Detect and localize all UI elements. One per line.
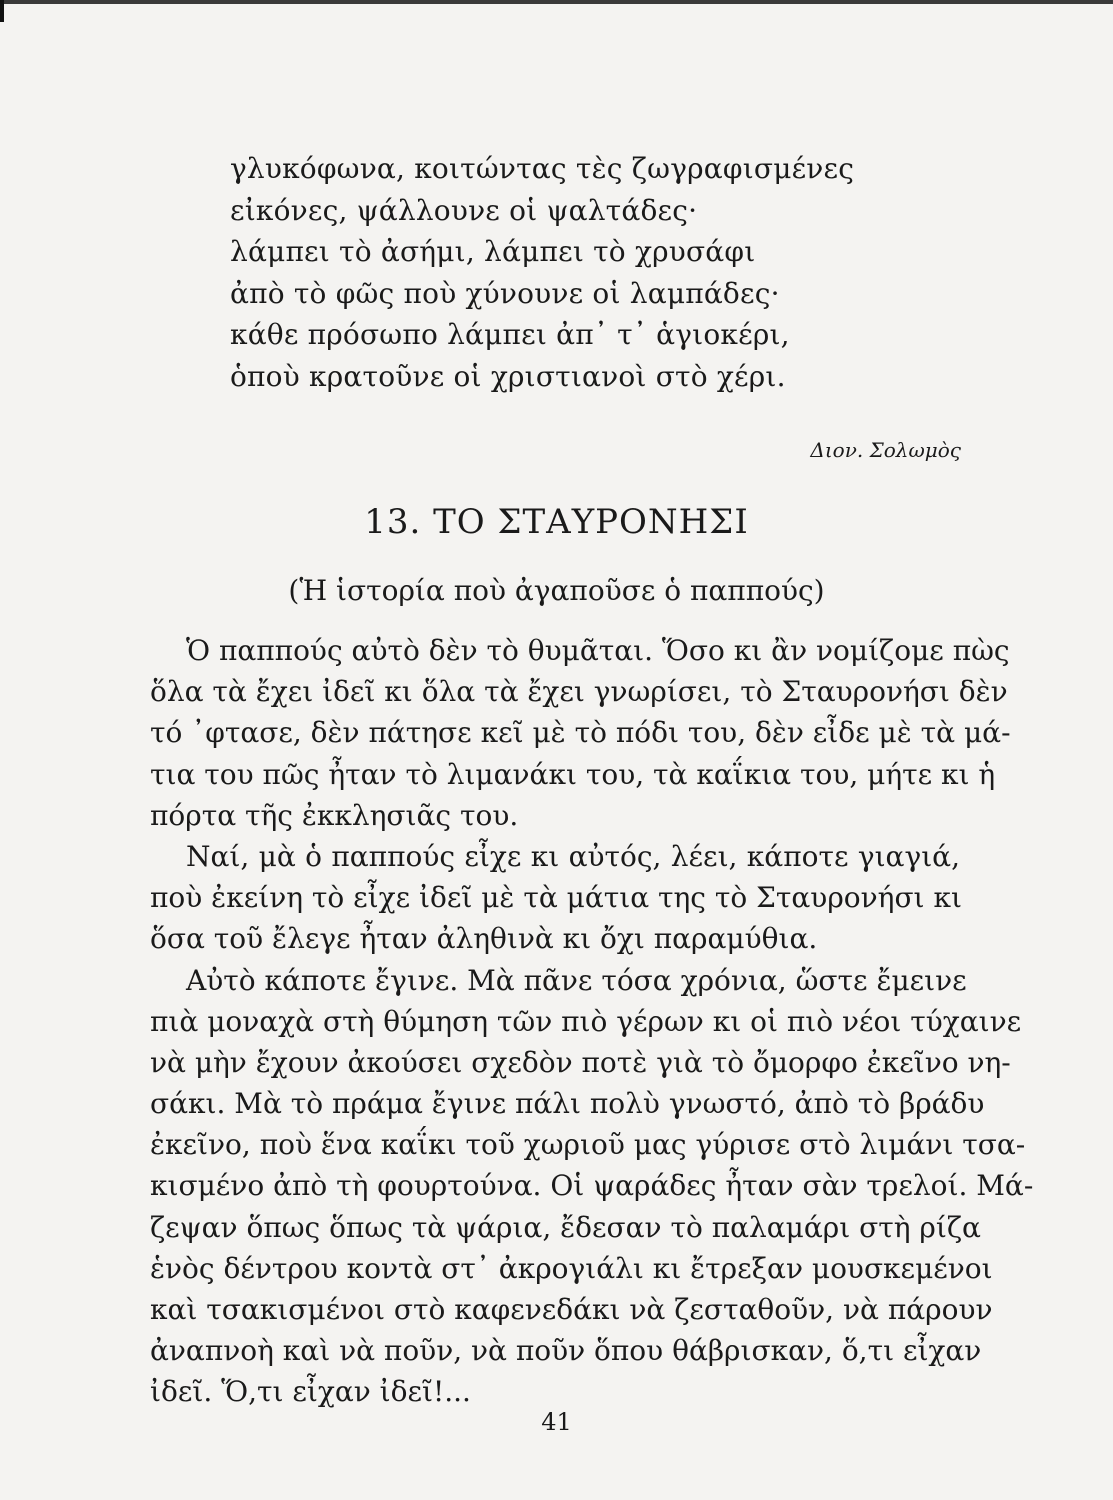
body-line: ἑνὸς δέντρου κοντὰ στ᾽ ἀκρογιάλι κι ἔτρεξαν μουσκεμένοι (150, 1251, 993, 1285)
body-line: σάκι. Μὰ τὸ πράμα ἔγινε πάλι πολὺ γνωστό, ἀπὸ τὸ βράδυ (150, 1087, 985, 1121)
body-line: ἐκεῖνο, ποὺ ἕνα καΐκι τοῦ χωριοῦ μας γύρισε στὸ λιμάνι τσα- (150, 1128, 1026, 1162)
body-line: πιὰ μοναχὰ στὴ θύμηση τῶν πιὸ γέρων κι οἱ πιὸ νέοι τύχαινε (150, 1004, 1022, 1038)
poem-line: γλυκόφωνα, κοιτώντας τὲς ζωγραφισμένες (230, 152, 855, 185)
body-line: καὶ τσακισμένοι στὸ καφενεδάκι νὰ ζεσταθοῦν, νὰ πάρουν (150, 1293, 993, 1326)
poem-line: εἰκόνες, ψάλλουνε οἱ ψαλτάδες· (230, 193, 698, 227)
poem-line: λάμπει τὸ ἀσήμι, λάμπει τὸ χρυσάφι (230, 235, 756, 268)
body-line: πόρτα τῆς ἐκκλησιᾶς του. (150, 798, 519, 832)
poem-line: ὁποὺ κρατοῦνε οἱ χριστιανοὶ στὸ χέρι. (230, 359, 786, 393)
chapter-title: 13. ΤΟ ΣΤΑΥΡΟΝΗΣΙ (364, 502, 749, 542)
body-line: Αὐτὸ κάποτε ἔγινε. Μὰ πᾶνε τόσα χρόνια, ὥστε ἔμεινε (186, 963, 967, 997)
body-line: Ὁ παππούς αὐτὸ δὲν τὸ θυμᾶται. Ὅσο κι ἂν νομίζομε πὼς (186, 634, 1010, 667)
body-line: κισμένο ἀπὸ τὴ φουρτούνα. Οἱ ψαράδες ἦταν σὰν τρελοί. Μά- (150, 1169, 1034, 1203)
chapter-subtitle: (Ἡ ἱστορία ποὺ ἀγαποῦσε ὁ παππούς) (288, 574, 825, 607)
body-line: ὅσα τοῦ ἔλεγε ἦταν ἀληθινὰ κι ὄχι παραμύθια. (150, 922, 818, 956)
page-number: 41 (541, 1408, 572, 1436)
body-line: ζεψαν ὅπως ὅπως τὰ ψάρια, ἔδεσαν τὸ παλαμάρι στὴ ρίζα (150, 1210, 981, 1244)
body-line: ποὺ ἐκείνη τὸ εἶχε ἰδεῖ μὲ τὰ μάτια της τὸ Σταυρονήσι κι (150, 881, 962, 915)
poem-excerpt (230, 148, 990, 397)
poem-attribution: Διον. Σολωμὸς (810, 438, 961, 462)
body-line: ἀναπνοὴ καὶ νὰ ποῦν, νὰ ποῦν ὅπου θάβρισκαν, ὅ,τι εἶχαν (150, 1334, 982, 1368)
body-line: νὰ μὴν ἔχουν ἀκούσει σχεδὸν ποτὲ γιὰ τὸ ὄμορφο ἐκεῖνο νη- (150, 1045, 1011, 1079)
body-line: ἰδεῖ. Ὅ,τι εἶχαν ἰδεῖ!... (150, 1375, 471, 1409)
body-line: ὅλα τὰ ἔχει ἰδεῖ κι ὅλα τὰ ἔχει γνωρίσει, τὸ Σταυρονήσι δὲν (150, 675, 1008, 709)
body-line: τια του πῶς ἦταν τὸ λιμανάκι του, τὰ καΐκια του, μήτε κι ἡ (150, 757, 996, 791)
body-line: Ναί, μὰ ὁ παππούς εἶχε κι αὐτός, λέει, κάποτε γιαγιά, (186, 839, 960, 873)
chapter-body (150, 630, 1034, 1413)
poem-line: κάθε πρόσωπο λάμπει ἀπ᾽ τ᾽ ἁγιοκέρι, (230, 318, 790, 351)
body-line: τό ᾽φτασε, δὲν πάτησε κεῖ μὲ τὸ πόδι του, δὲν εἶδε μὲ τὰ μά- (150, 716, 1011, 750)
scan-edge-top (0, 0, 1113, 4)
scan-edge-left (0, 0, 4, 22)
poem-line: ἀπὸ τὸ φῶς ποὺ χύνουνε οἱ λαμπάδες· (230, 276, 780, 310)
